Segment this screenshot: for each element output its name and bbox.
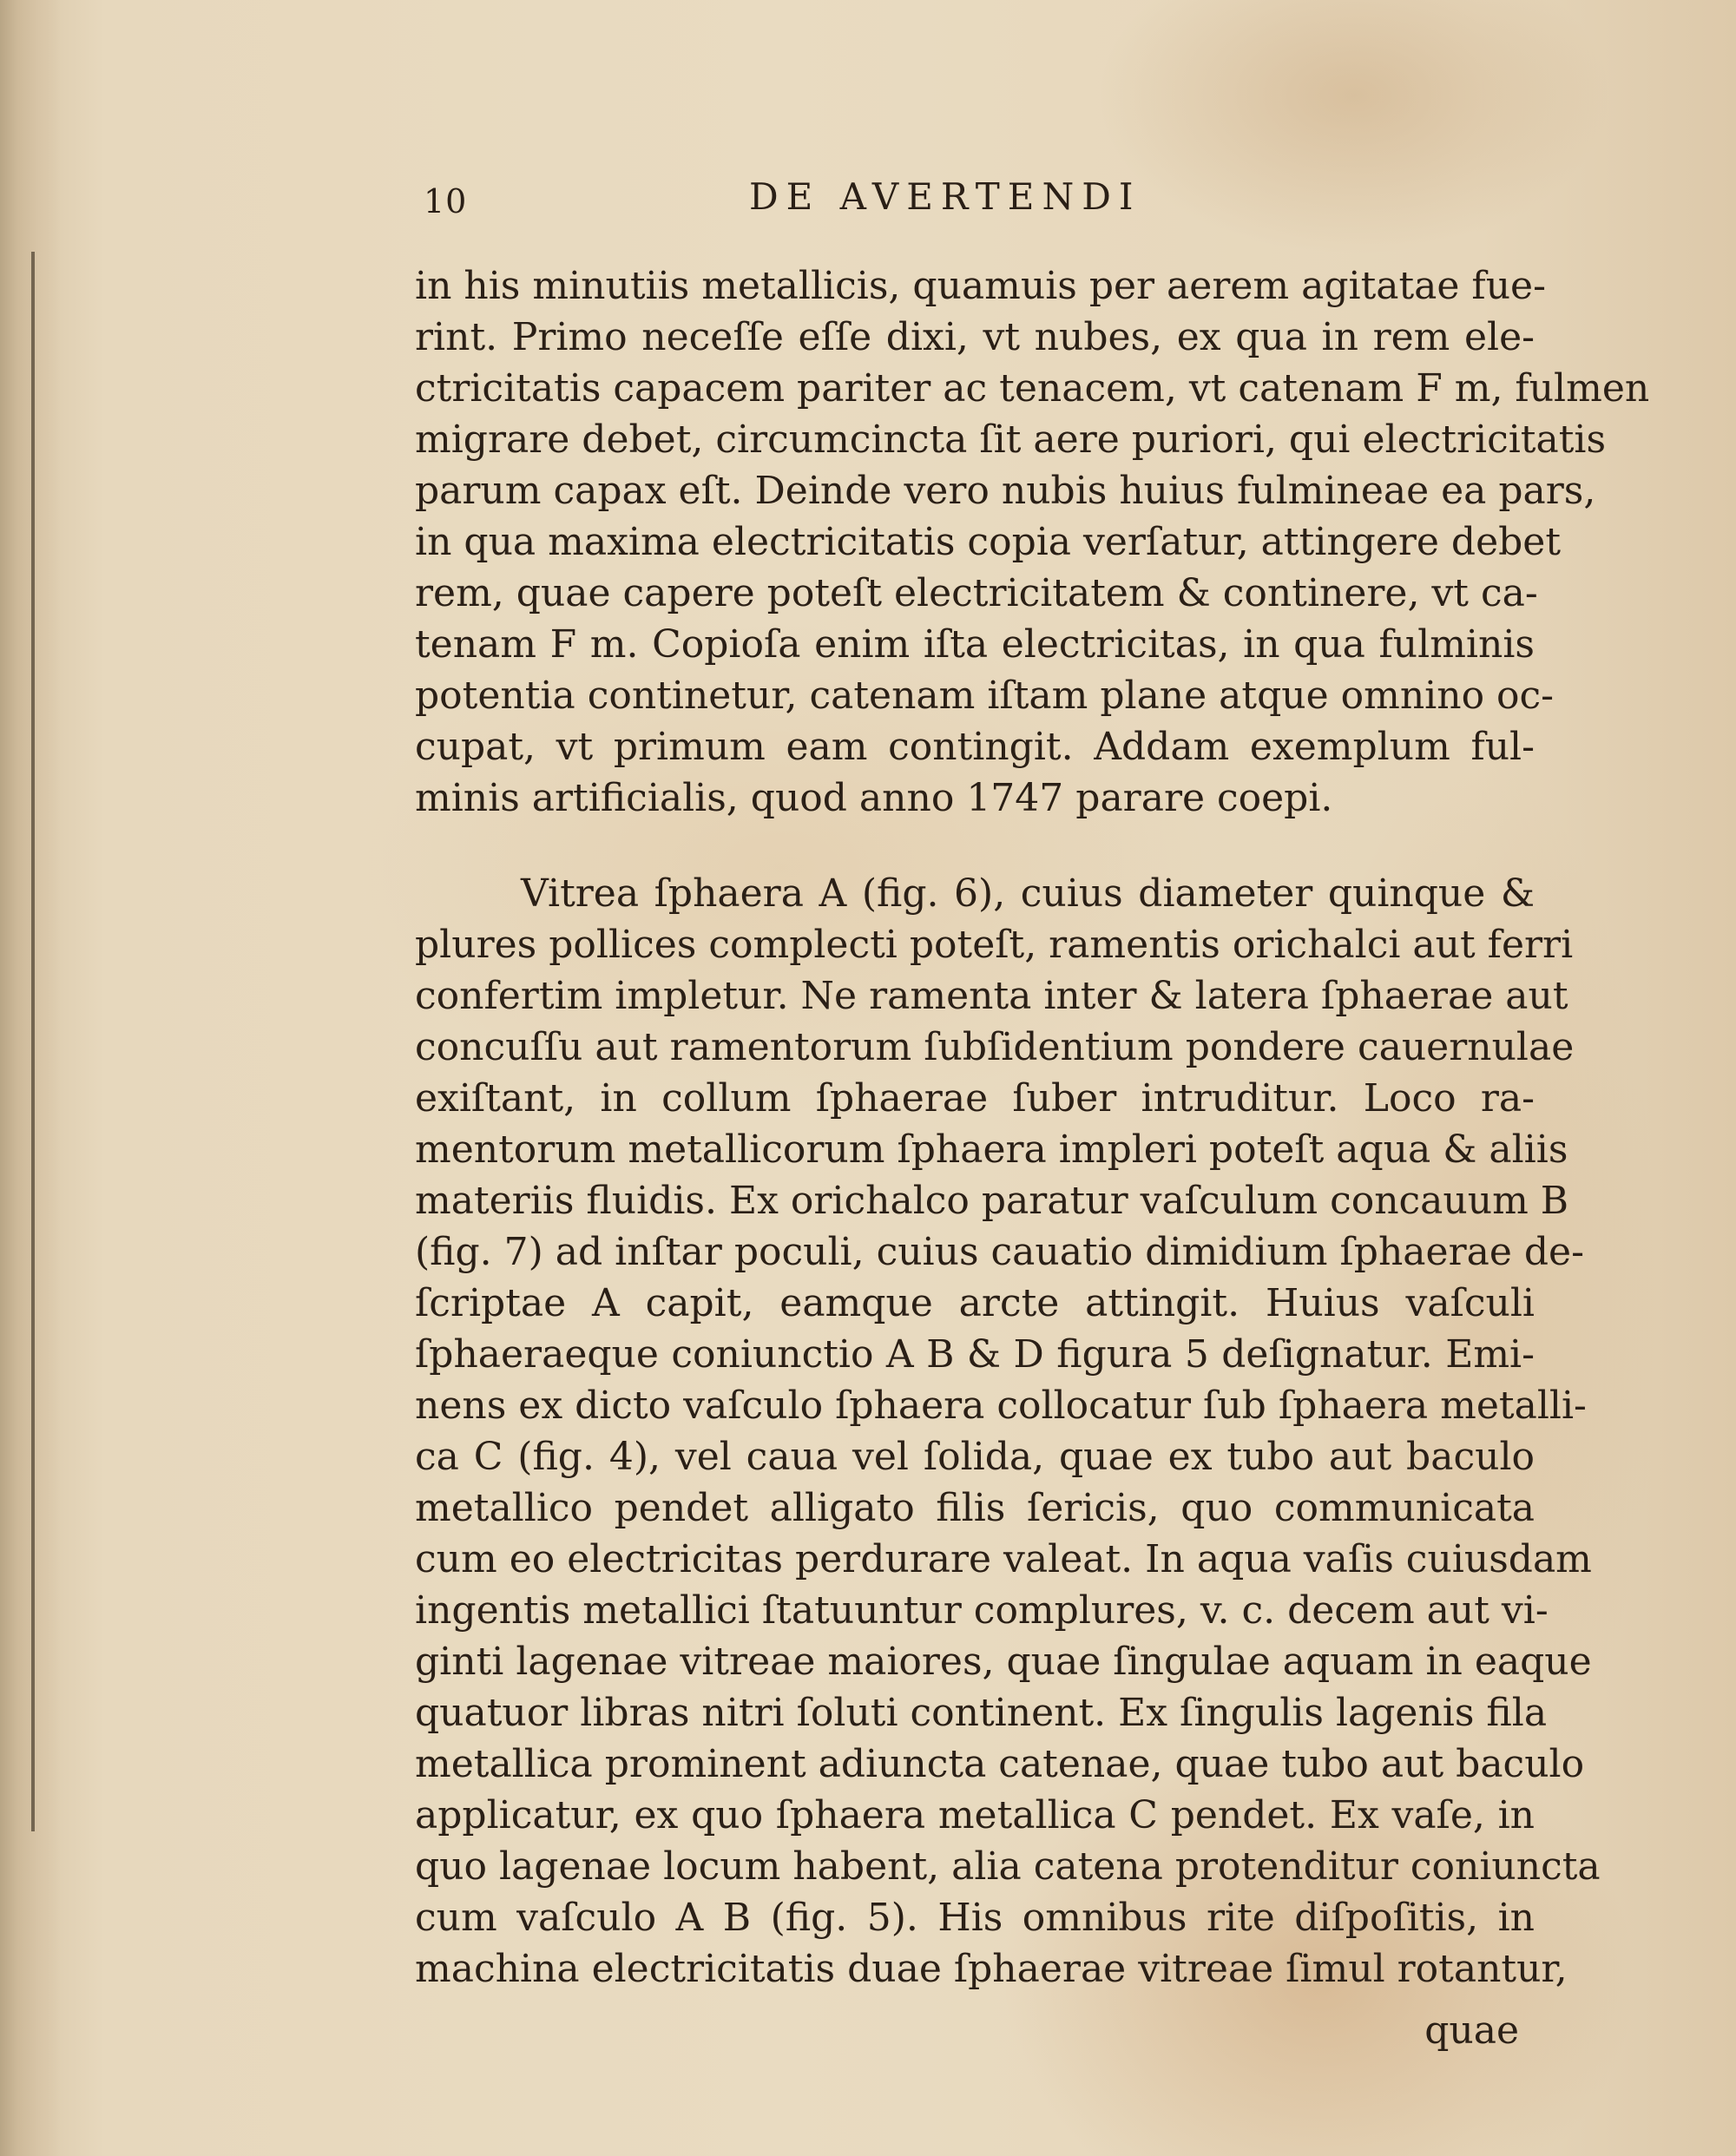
text-line: concuſſu aut ramentorum ſubſidentium pondere cauernulae (415, 1025, 1575, 1069)
text-line: exiſtant, in collum ſphaerae ſuber intruditur. Loco ra- (415, 1076, 1535, 1121)
text-line: nens ex dicto vaſculo ſphaera collocatur ſub ſphaera metalli- (415, 1384, 1587, 1428)
text-line: metallica prominent adiuncta catenae, quae tubo aut baculo (415, 1742, 1585, 1786)
page-number: 10 (424, 182, 468, 220)
text-line: in his minutiis metallicis, quamuis per aerem agitatae fue- (415, 264, 1546, 308)
text-line: materiis fluidis. Ex orichalco paratur vaſculum concauum B (415, 1179, 1569, 1223)
text-line: tenam F m. Copioſa enim iſta electricitas, in qua fulminis (415, 622, 1535, 667)
text-line: rem, quae capere poteſt electricitatem & continere, vt ca- (415, 571, 1538, 615)
text-line: (fig. 7) ad inſtar poculi, cuius cauatio dimidium ſphaerae de- (415, 1230, 1584, 1274)
text-line: cum eo electricitas perdurare valeat. In aqua vaſis cuiusdam (415, 1537, 1592, 1581)
paragraph-2 (415, 868, 1601, 1995)
text-line: rint. Primo neceſſe eſſe dixi, vt nubes, ex qua in rem ele- (415, 315, 1535, 359)
catchword: quae (1424, 2008, 1519, 2053)
text-line: confertim impletur. Ne ramenta inter & latera ſphaerae aut (415, 974, 1568, 1018)
text-line: metallico pendet alligato filis ſericis, quo communicata (415, 1486, 1535, 1530)
text-line: parum capax eſt. Deinde vero nubis huius fulmineae ea pars, (415, 469, 1596, 513)
text-line: minis artificialis, quod anno 1747 parare coepi. (415, 776, 1333, 820)
text-line: machina electricitatis duae ſphaerae vitreae ſimul rotantur, (415, 1947, 1568, 1991)
running-head: DE AVERTENDI (749, 175, 1141, 218)
text-line: ſcriptae A capit, eamque arcte attingit. Huius vaſculi (415, 1281, 1535, 1325)
text-line: plures pollices complecti poteſt, ramentis orichalci aut ferri (415, 923, 1574, 967)
text-line: quo lagenae locum habent, alia catena protenditur coniuncta (415, 1844, 1601, 1889)
text-line: applicatur, ex quo ſphaera metallica C pendet. Ex vaſe, in (415, 1793, 1535, 1837)
binding-edge-line (31, 252, 35, 1831)
text-line: in qua maxima electricitatis copia verſatur, attingere debet (415, 520, 1562, 564)
text-line: potentia continetur, catenam iſtam plane atque omnino oc- (415, 674, 1555, 718)
text-line: Vitrea ſphaera A (fig. 6), cuius diameter quinque & (521, 871, 1535, 916)
text-line: cupat, vt primum eam contingit. Addam exemplum ful- (415, 725, 1535, 769)
text-line: ginti lagenae vitreae maiores, quae ſingulae aquam in eaque (415, 1640, 1592, 1684)
text-line: cum vaſculo A B (fig. 5). His omnibus rite diſpoſitis, in (415, 1896, 1535, 1940)
text-line: migrare debet, circumcincta ſit aere puriori, qui electricitatis (415, 417, 1607, 462)
text-line: ſphaeraeque coniunctio A B & D figura 5 deſignatur. Emi- (415, 1332, 1535, 1377)
text-line: ca C (fig. 4), vel caua vel ſolida, quae ex tubo aut baculo (415, 1435, 1535, 1479)
text-line: quatuor libras nitri ſoluti continent. Ex ſingulis lagenis fila (415, 1691, 1548, 1735)
paragraph-1 (415, 260, 1650, 824)
page-header (424, 174, 1378, 234)
text-line: mentorum metallicorum ſphaera impleri poteſt aqua & aliis (415, 1127, 1568, 1172)
text-line: ctricitatis capacem pariter ac tenacem, vt catenam F m, fulmen (415, 366, 1650, 411)
page-binding-gutter (0, 0, 61, 2156)
text-line: ingentis metallici ſtatuuntur complures, v. c. decem aut vi- (415, 1588, 1549, 1633)
